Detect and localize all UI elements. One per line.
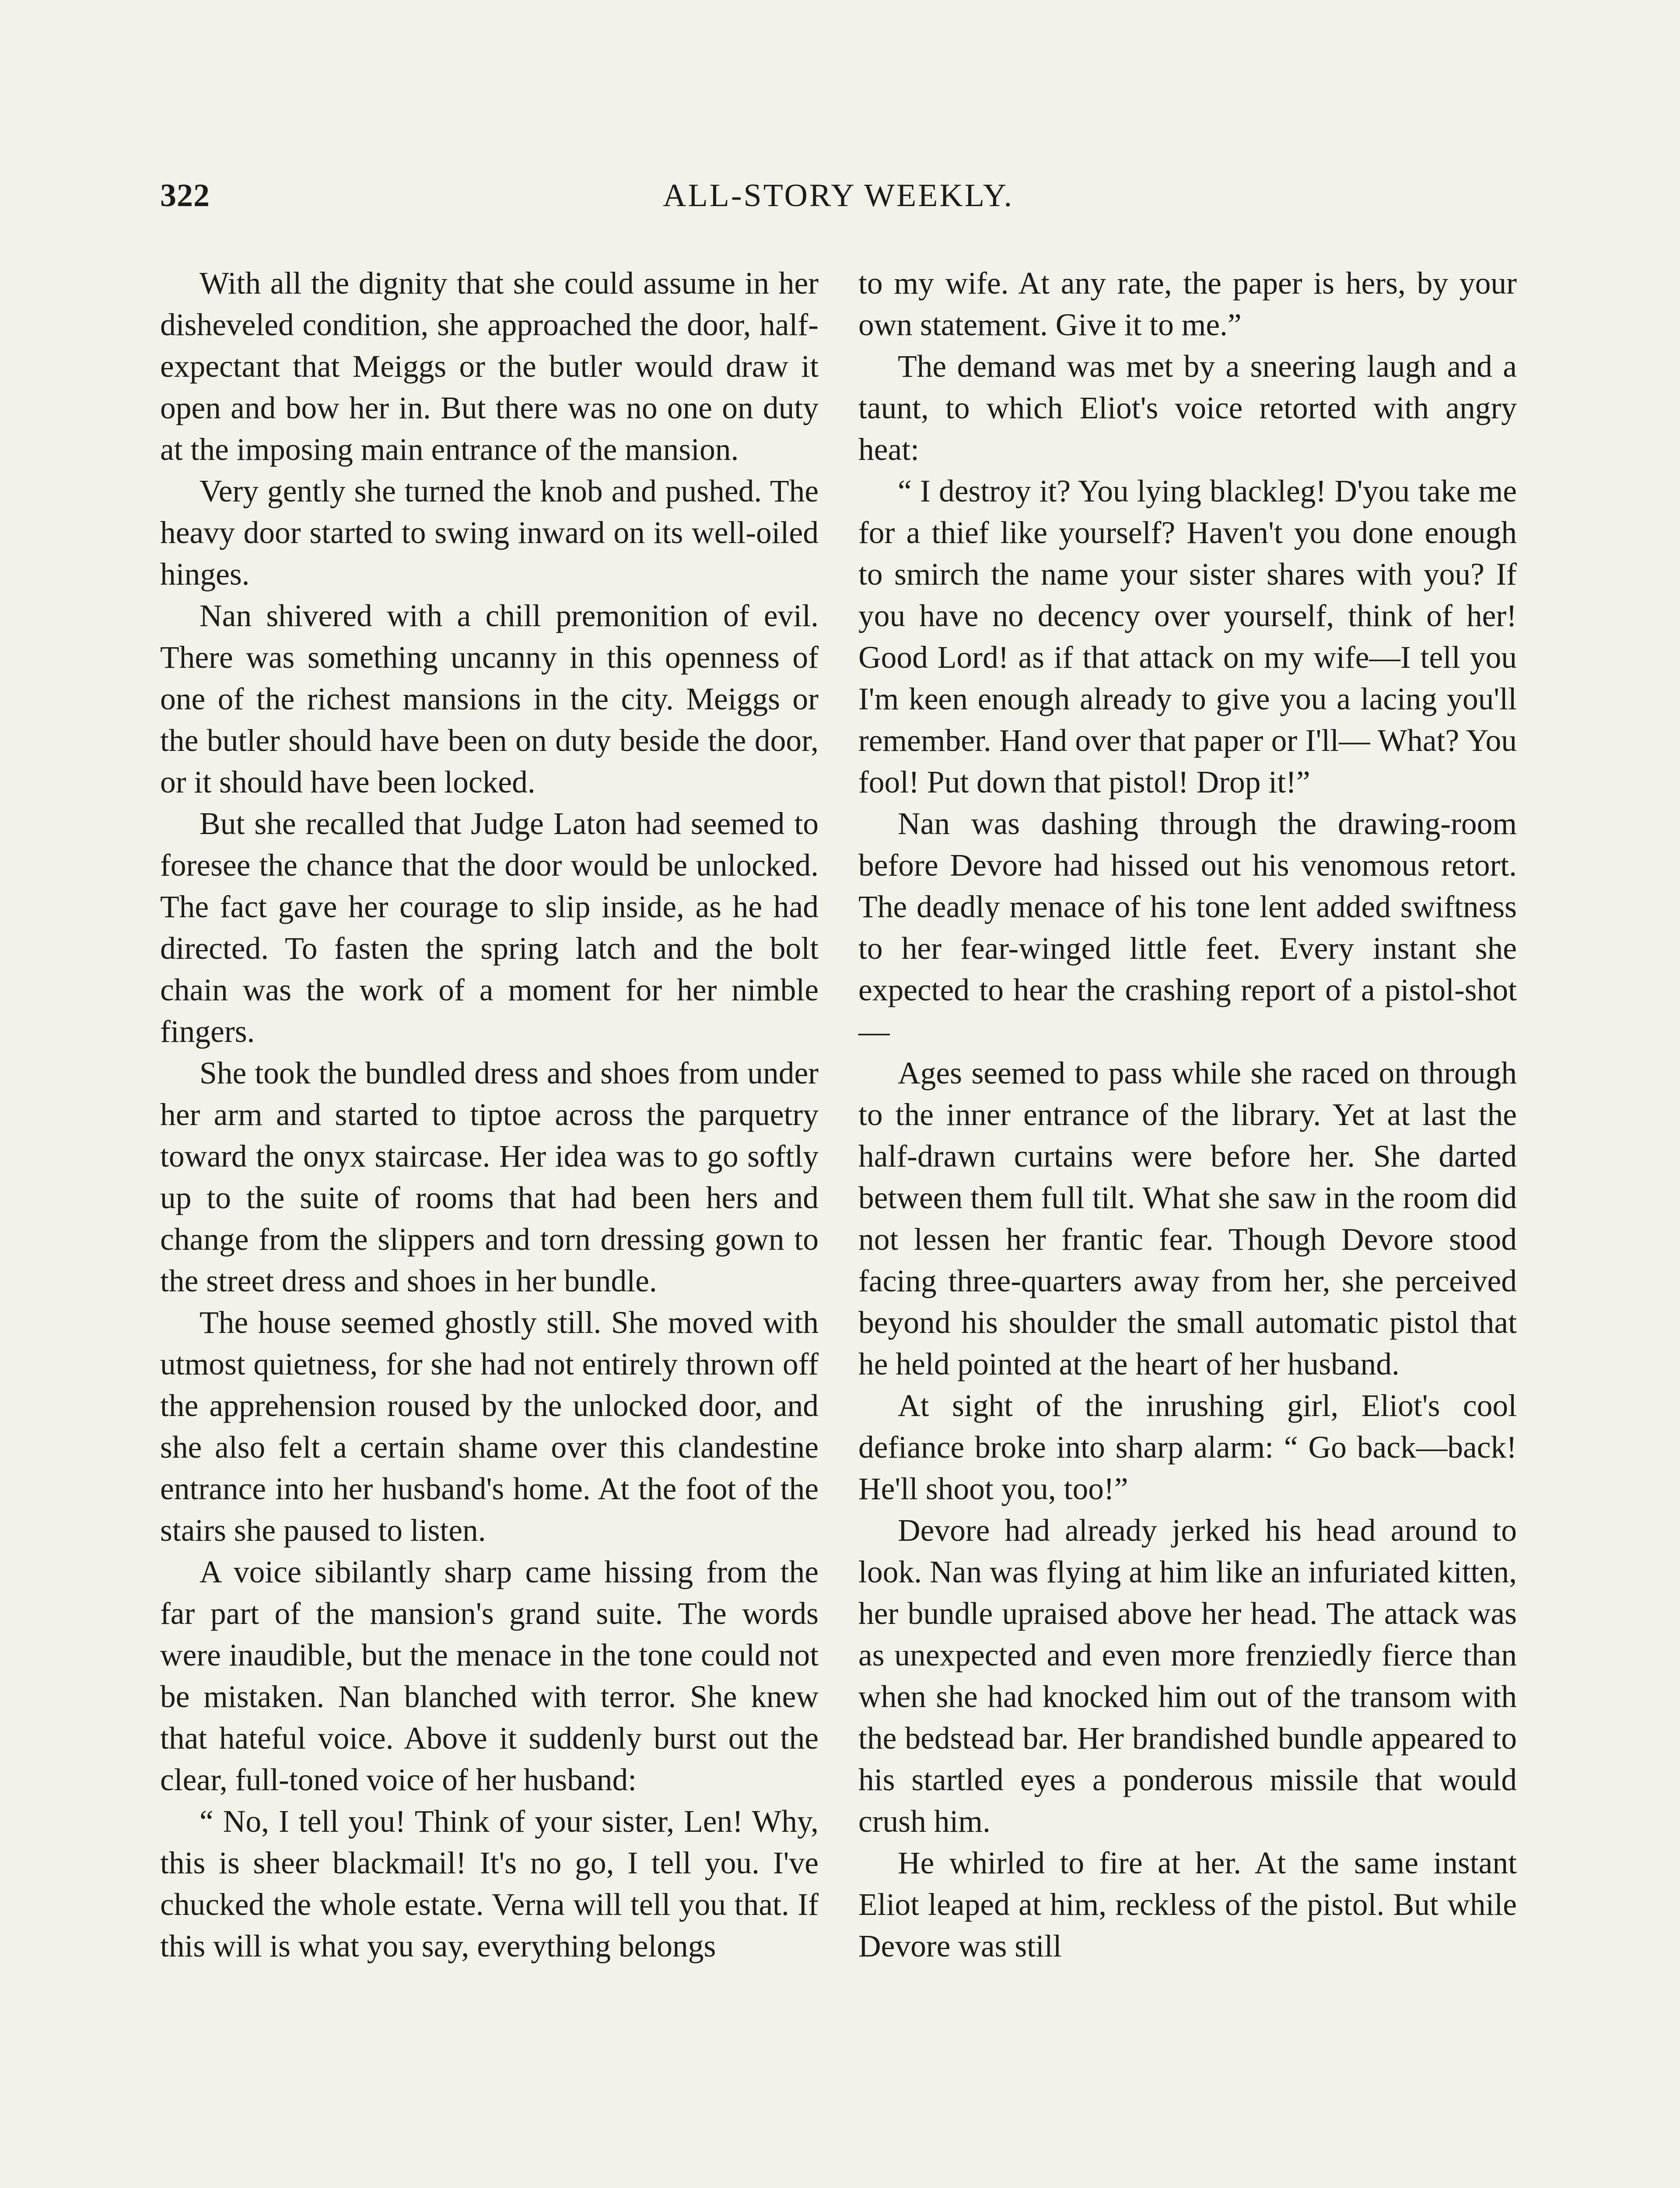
paragraph: He whirled to fire at her. At the same instant Eliot leaped at him, reckless of the pistol. But while Devore was still [858,1846,1517,1964]
paragraph: Ages seemed to pass while she raced on through to the inner entrance of the library. Yet at last the half-drawn curtains were before her. She darted between them full tilt. What she saw in the room did not lessen her frantic fear. Though Devore stood facing three-quarters away from her, she perceived beyond his shoulder the small automatic pistol that he held pointed at the heart of her husband. [858,1056,1517,1382]
left-column [160,263,819,1967]
page-header [160,177,1516,230]
paragraph: “ No, I tell you! Think of your sister, Len! Why, this is sheer blackmail! It's no go, I tell you. I've chucked the whole estate. Verna will tell you that. If this will is what you say, everything belongs [160,1804,819,1964]
running-title: ALL-STORY WEEKLY. [663,178,1014,214]
paragraph-continued: to my wife. At any rate, the paper is hers, by your own statement. Give it to me.” [858,266,1517,342]
paragraph: With all the dignity that she could assume in her disheveled condition, she approached the door, half-expectant that Meiggs or the butler would draw it open and bow her in. But there was no one on duty at the imposing main entrance of the mansion. [160,266,819,467]
paragraph: Nan was dashing through the drawing-room before Devore had hissed out his venomous retort. The deadly menace of his tone lent added swiftness to her fear-winged little feet. Every instant she expected to hear the crashing report of a pistol-shot— [858,806,1517,1049]
right-column [858,263,1517,1967]
paragraph: Devore had already jerked his head around to look. Nan was flying at him like an infuriated kitten, her bundle upraised above her head. The attack was as unexpected and even more frenziedly fierce than when she had knocked him out of the transom with the bedstead bar. Her brandished bundle appeared to his startled eyes a ponderous missile that would crush him. [858,1513,1517,1839]
paragraph: “ I destroy it? You lying blackleg! D'you take me for a thief like yourself? Haven't you done enough to smirch the name your sister shares with you? If you have no decency over yourself, think of her! Good Lord! as if that attack on my wife—I tell you I'm keen enough already to give you a lacing you'll remember. Hand over that paper or I'll— What? You fool! Put down that pistol! Drop it!” [858,474,1517,799]
paragraph: Nan shivered with a chill premonition of evil. There was something uncanny in this openness of one of the richest mansions in the city. Meiggs or the butler should have been on duty beside the door, or it should have been locked. [160,599,819,799]
paragraph: A voice sibilantly sharp came hissing from the far part of the mansion's grand suite. The words were inaudible, but the menace in the tone could not be mistaken. Nan blanched with terror. She knew that hateful voice. Above it suddenly burst out the clear, full-toned voice of her husband: [160,1555,819,1797]
page-number: 322 [160,178,210,214]
paragraph: The demand was met by a sneering laugh and a taunt, to which Eliot's voice retorted with angry heat: [858,349,1517,467]
paragraph: But she recalled that Judge Laton had seemed to foresee the chance that the door would be unlocked. The fact gave her courage to slip inside, as he had directed. To fasten the spring latch and the bolt chain was the work of a moment for her nimble fingers. [160,806,819,1049]
paragraph: The house seemed ghostly still. She moved with utmost quietness, for she had not entirely thrown off the apprehension roused by the unlocked door, and she also felt a certain shame over this clandestine entrance into her husband's home. At the foot of the stairs she paused to listen. [160,1305,819,1548]
paragraph: Very gently she turned the knob and pushed. The heavy door started to swing inward on its well-oiled hinges. [160,474,819,592]
paragraph: She took the bundled dress and shoes from under her arm and started to tiptoe across the parquetry toward the onyx staircase. Her idea was to go softly up to the suite of rooms that had been hers and change from the slippers and torn dressing gown to the street dress and shoes in her bundle. [160,1056,819,1298]
paragraph: At sight of the inrushing girl, Eliot's cool defiance broke into sharp alarm: “ Go back—back! He'll shoot you, too!” [858,1389,1517,1506]
